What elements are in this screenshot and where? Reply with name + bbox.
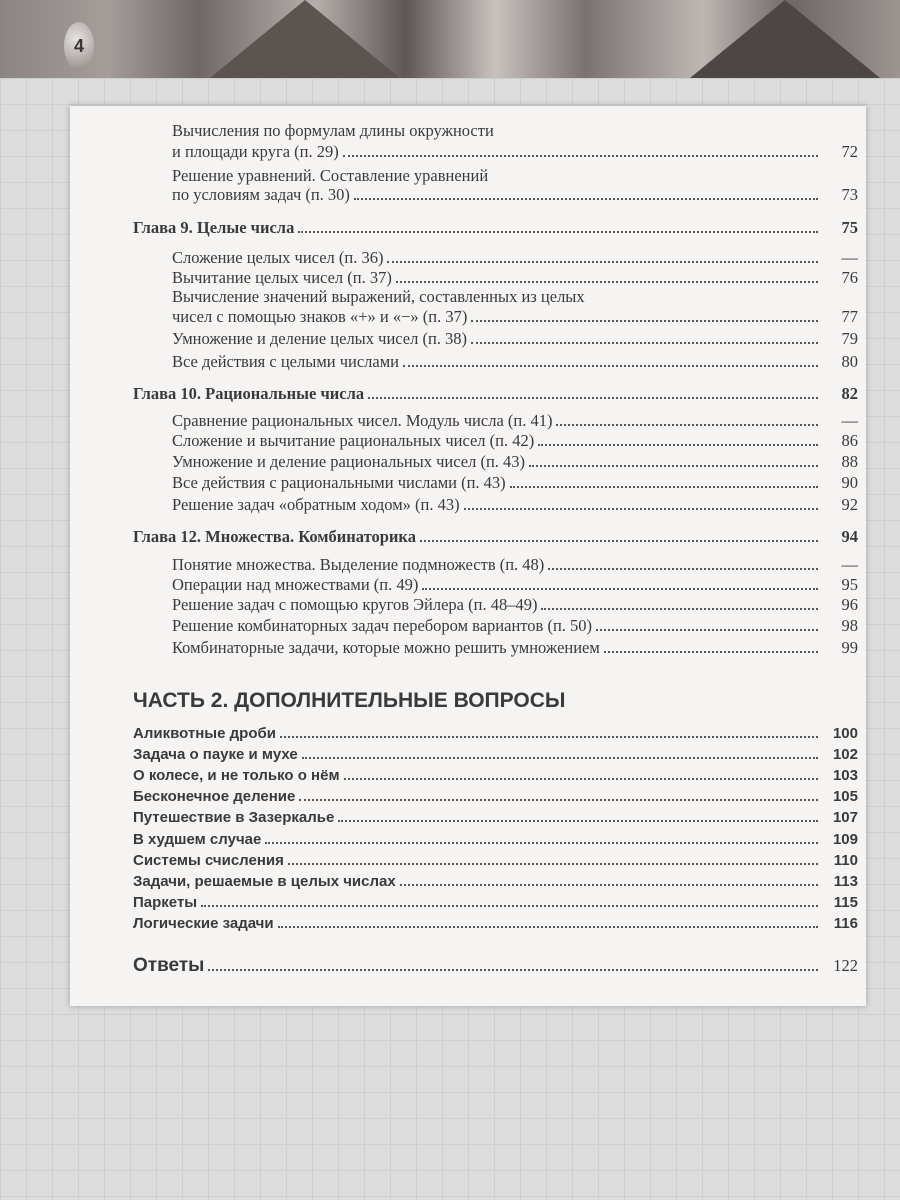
dot-leader xyxy=(604,651,818,653)
toc-entry-title: чисел с помощью знаков «+» и «−» (п. 37) xyxy=(172,307,468,326)
dot-leader xyxy=(464,508,818,510)
toc-entry-title: Системы счисления xyxy=(133,851,284,869)
toc-entry-page: 116 xyxy=(833,914,858,932)
toc-entry-page: 99 xyxy=(841,638,858,657)
glass-pyramid-image xyxy=(690,0,880,78)
toc-entry xyxy=(70,914,858,934)
toc-entry-title: Сложение целых чисел (п. 36) xyxy=(172,248,384,267)
toc-entry-title: Бесконечное деление xyxy=(133,788,296,806)
toc-entry-title: Аликвотные дроби xyxy=(133,725,276,742)
toc-entry-page: 103 xyxy=(832,767,858,785)
dot-leader xyxy=(471,320,818,322)
toc-entry-page: 100 xyxy=(832,725,858,742)
dot-leader xyxy=(201,905,818,907)
toc-entry xyxy=(70,872,858,892)
toc-entry-title: Решение комбинаторных задач перебором вариантов (п. 50) xyxy=(172,616,593,635)
toc-entry-title: Вычисления по формулам длины окружности xyxy=(172,121,494,140)
dot-leader xyxy=(387,261,818,263)
toc-entry-title: Решение задач «обратным ходом» (п. 43) xyxy=(172,495,460,514)
toc-entry-title: Сравнение рациональных чисел. Модуль числа (п. 41) xyxy=(172,411,553,430)
toc-entry-title: Паркеты xyxy=(133,893,198,911)
toc-entry-page: — xyxy=(841,411,858,430)
toc-entry xyxy=(70,185,858,205)
toc-entry xyxy=(70,616,858,636)
toc-entry xyxy=(70,495,858,515)
toc-entry-title: Ответы xyxy=(133,955,205,976)
toc-entry-title: Задача о пауке и мухе xyxy=(133,746,298,764)
toc-entry xyxy=(70,893,858,913)
toc-entry-page: 90 xyxy=(841,473,858,492)
toc-entry-page: 88 xyxy=(841,452,858,471)
dot-leader xyxy=(368,397,818,399)
toc-entry xyxy=(70,595,858,615)
toc-entry-title: Решение задач с помощью кругов Эйлера (п. 48–49) xyxy=(172,595,538,614)
toc-entry-title: Понятие множества. Выделение подмножеств (п. 48) xyxy=(172,555,545,574)
toc-entry xyxy=(70,329,858,349)
dot-leader xyxy=(299,799,818,801)
part-2-heading: ЧАСТЬ 2. ДОПОЛНИТЕЛЬНЫЕ ВОПРОСЫ xyxy=(133,689,566,712)
dot-leader xyxy=(529,465,818,467)
toc-entry-page: 80 xyxy=(841,352,858,371)
toc-entry-page: 82 xyxy=(841,384,858,403)
toc-entry-page: 113 xyxy=(833,872,858,890)
toc-entry-page: 73 xyxy=(841,185,858,204)
toc-entry-page: 94 xyxy=(841,527,858,546)
toc-entry-page: 98 xyxy=(841,616,858,635)
page-number-badge: 4 xyxy=(64,22,94,70)
toc-entry xyxy=(70,808,858,828)
toc-entry xyxy=(70,121,858,141)
dot-leader xyxy=(403,365,818,367)
dot-leader xyxy=(280,736,818,738)
toc-entry-page: 95 xyxy=(841,575,858,594)
toc-entry-title: Все действия с рациональными числами (п. 43) xyxy=(172,473,506,492)
header-banner-image xyxy=(0,0,900,78)
dot-leader xyxy=(596,629,818,631)
toc-entry xyxy=(70,166,858,186)
toc-entry-title: Умножение и деление рациональных чисел (п. 43) xyxy=(172,452,526,471)
toc-entry xyxy=(70,268,858,288)
dot-leader xyxy=(298,231,818,233)
dot-leader xyxy=(510,486,818,488)
dot-leader xyxy=(541,608,818,610)
dot-leader xyxy=(208,969,818,971)
toc-entry xyxy=(70,745,858,765)
toc-entry-title: Задачи, решаемые в целых числах xyxy=(133,872,396,890)
toc-entry-page: 105 xyxy=(832,788,858,806)
toc-entry-title: по условиям задач (п. 30) xyxy=(172,185,350,204)
dot-leader xyxy=(400,884,818,886)
toc-entry xyxy=(70,830,858,850)
toc-entry-title: Операции над множествами (п. 49) xyxy=(172,575,419,594)
toc-entry xyxy=(70,473,858,493)
dot-leader xyxy=(302,757,818,759)
toc-entry-title: Комбинаторные задачи, которые можно решить умножением xyxy=(172,638,600,657)
toc-entry-page: 115 xyxy=(833,893,858,911)
toc-entry xyxy=(70,638,858,658)
dot-leader xyxy=(422,588,818,590)
toc-entry-title: В худшем случае xyxy=(133,830,262,848)
toc-entry xyxy=(70,287,858,307)
toc-entry-title: Сложение и вычитание рациональных чисел (п. 42) xyxy=(172,431,535,450)
toc-entry xyxy=(70,527,858,547)
dot-leader xyxy=(420,540,818,542)
dot-leader xyxy=(278,926,818,928)
toc-entry-page: 109 xyxy=(832,830,858,848)
toc-entry-page: 79 xyxy=(841,329,858,348)
toc-entry xyxy=(70,431,858,451)
dot-leader xyxy=(548,568,818,570)
toc-entry xyxy=(70,555,858,575)
toc-entry-page: 110 xyxy=(833,851,858,869)
toc-entry-title: Путешествие в Зазеркалье xyxy=(133,809,335,827)
dot-leader xyxy=(288,863,818,865)
toc-entry-page: — xyxy=(841,555,858,574)
toc-entry-page: 86 xyxy=(841,431,858,450)
toc-entry-title: О колесе, и не только о нём xyxy=(133,767,340,785)
toc-entry-title: Логические задачи xyxy=(133,914,274,932)
toc-sheet xyxy=(70,106,866,1006)
dot-leader xyxy=(354,198,818,200)
dot-leader xyxy=(556,424,818,426)
toc-entry xyxy=(70,384,858,404)
toc-entry xyxy=(70,956,858,976)
toc-entry-title: Глава 12. Множества. Комбинаторика xyxy=(133,527,416,546)
dot-leader xyxy=(396,281,818,283)
dot-leader xyxy=(538,444,818,446)
toc-entry xyxy=(70,452,858,472)
toc-entry xyxy=(70,766,858,786)
toc-entry xyxy=(70,724,858,744)
toc-entry-page: 122 xyxy=(833,956,858,975)
toc-entry-title: Умножение и деление целых чисел (п. 38) xyxy=(172,329,468,348)
toc-entry-page: 102 xyxy=(832,746,858,764)
toc-entry-page: 77 xyxy=(841,307,858,326)
toc-entry-page: — xyxy=(841,248,858,267)
toc-entry xyxy=(70,787,858,807)
pyramid-image xyxy=(210,0,400,78)
toc-entry xyxy=(70,218,858,238)
dot-leader xyxy=(338,820,818,822)
dot-leader xyxy=(344,778,818,780)
toc-entry-page: 92 xyxy=(841,495,858,514)
toc-entry-title: Вычитание целых чисел (п. 37) xyxy=(172,268,392,287)
toc-entry xyxy=(70,307,858,327)
toc-entry-page: 96 xyxy=(841,595,858,614)
toc-entry-title: Решение уравнений. Составление уравнений xyxy=(172,166,489,185)
toc-entry-title: Все действия с целыми числами xyxy=(172,352,399,371)
toc-entry-title: и площади круга (п. 29) xyxy=(172,142,339,161)
dot-leader xyxy=(471,342,818,344)
toc-entry-title: Глава 10. Рациональные числа xyxy=(133,384,365,403)
toc-entry-title: Глава 9. Целые числа xyxy=(133,218,295,237)
toc-entry xyxy=(70,411,858,431)
toc-entry-page: 72 xyxy=(841,142,858,161)
toc-entry xyxy=(70,142,858,162)
toc-entry xyxy=(70,851,858,871)
toc-entry xyxy=(70,575,858,595)
toc-entry xyxy=(70,248,858,268)
toc-entry-page: 75 xyxy=(841,218,858,237)
dot-leader xyxy=(343,155,818,157)
toc-entry-title: Вычисление значений выражений, составленных из целых xyxy=(172,287,585,306)
toc-entry-page: 76 xyxy=(841,268,858,287)
dot-leader xyxy=(265,842,818,844)
toc-entry xyxy=(70,352,858,372)
toc-entry-page: 107 xyxy=(832,809,858,827)
